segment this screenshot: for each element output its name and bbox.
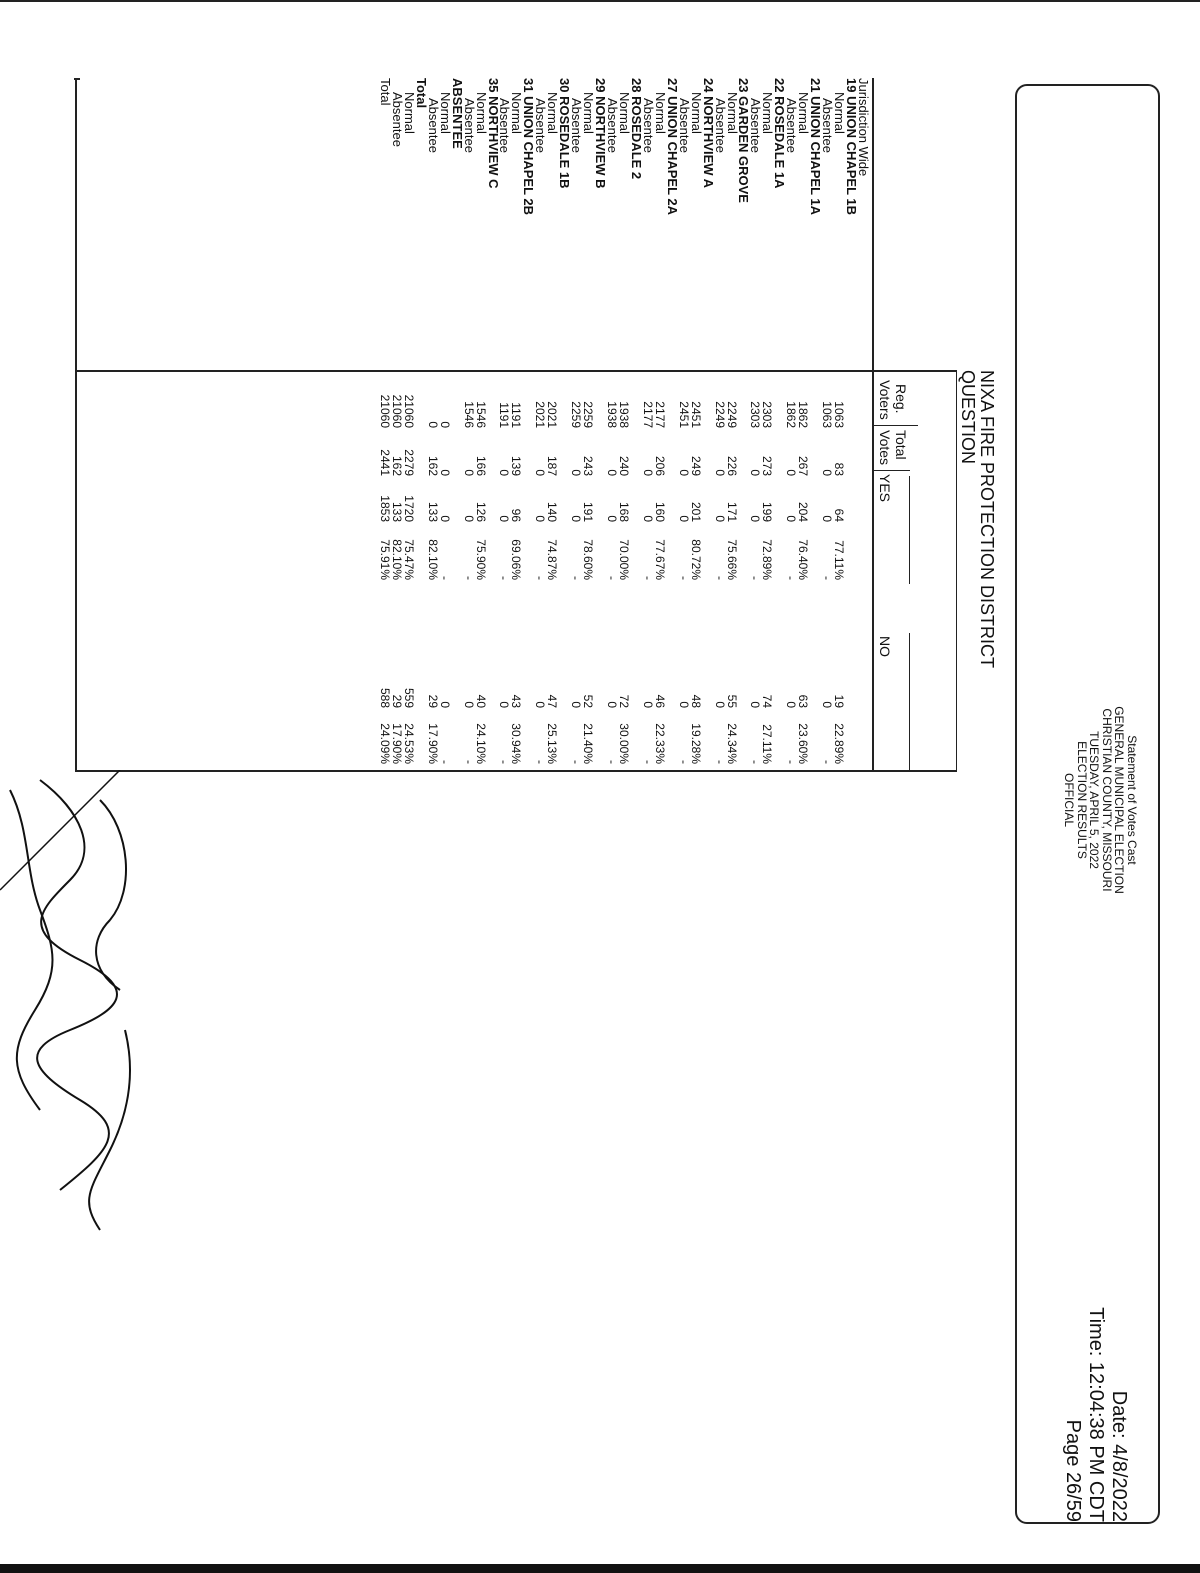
yes-votes-cell: 133 [389,501,404,522]
contest-title: NIXA FIRE PROTECTION DISTRICT [977,370,997,669]
reg-voters-cell: 2249 [712,401,727,428]
yes-votes-cell: 160 [652,501,667,522]
no-votes-cell: 0 [605,701,620,708]
yes-votes-cell: 0 [676,515,691,522]
yes-percent-cell: 75.91% [378,539,392,580]
no-percent-cell: 17.90% [389,723,404,764]
table-row [451,78,463,770]
yes-votes-cell: 0 [569,515,584,522]
no-votes-cell: 0 [820,701,835,708]
total-votes-cell: 83 [832,462,847,476]
reg-voters-cell: 1191 [497,402,512,428]
yes-votes-cell: 1720 [401,495,416,522]
row-label: Absentee [389,92,405,147]
reg-voters-cell: 1063 [832,401,847,428]
row-label: Absentee [748,98,764,153]
yes-percent-cell: - [820,576,835,580]
total-votes-cell: 0 [569,469,584,476]
no-percent-cell: 27.11% [760,724,775,764]
yes-votes-cell: 1853 [378,495,392,522]
no-percent-cell: 30.94% [509,723,524,764]
yes-votes-cell: 0 [437,515,452,522]
row-label: 24 NORTHVIEW A [700,78,716,189]
statement-line: GENERAL MUNICIPAL ELECTION [1112,706,1127,894]
yes-percent-cell: - [437,576,452,580]
table-row [533,78,549,770]
total-votes-cell: 0 [784,469,799,476]
row-label: Normal [509,92,525,134]
total-votes-cell: 139 [509,455,524,476]
yes-percent-cell: - [748,576,763,580]
no-percent-cell: - [569,760,584,764]
no-percent-cell: - [437,760,452,764]
total-votes-cell: 0 [712,469,727,476]
no-percent-cell: 24.09% [378,723,392,764]
table-row [690,78,702,770]
no-votes-cell: 72 [617,694,631,708]
table-row [379,78,391,770]
row-label: 35 NORTHVIEW C [485,78,501,189]
no-percent-cell: - [497,760,512,764]
row-label: Normal [545,92,561,134]
total-votes-cell: 162 [389,455,404,476]
row-label: 29 NORTHVIEW B [593,78,609,189]
column-divider-total [872,470,910,471]
row-label: 22 ROSEDALE 1A [772,78,788,189]
table-row [844,78,860,770]
statement-line: OFFICIAL [1062,772,1077,827]
no-votes-cell: 48 [688,694,703,708]
reg-voters-cell: 0 [437,421,452,428]
yes-percent-cell: - [533,576,548,580]
header-no: NO [877,636,893,657]
table-row [581,78,597,770]
yes-percent-cell: - [605,576,620,580]
scan-edge-bottom [0,1564,1200,1573]
yes-votes-cell: 168 [617,501,631,522]
table-row [772,78,788,770]
row-label: Absentee [676,98,692,153]
total-votes-cell: 0 [533,469,548,476]
header-total-votes-2: Votes [877,430,893,466]
table-row [750,78,762,770]
row-label: Jurisdiction Wide [856,78,871,177]
row-label: Normal [581,92,597,134]
table-row [726,78,738,770]
no-percent-cell: 24.34% [724,723,739,764]
total-votes-cell: 2441 [378,449,392,476]
row-label: 30 ROSEDALE 1B [557,78,573,189]
table-row [415,78,427,770]
no-votes-cell: 0 [437,701,452,708]
no-percent-cell: 21.40% [581,723,596,764]
row-label: 27 UNION CHAPEL 2A [664,78,680,216]
no-percent-cell: - [605,760,620,764]
yes-votes-cell: 199 [760,501,775,522]
no-votes-cell: 0 [640,701,655,708]
yes-percent-cell: - [784,576,799,580]
report-page-number: Page 26/59 [1062,1419,1084,1522]
reg-voters-cell: 21060 [378,394,392,428]
reg-voters-cell: 1191 [509,402,524,428]
no-votes-cell: 19 [832,694,847,708]
header-reg-voters-2: Voters [877,380,893,420]
header-reg-voters-1: Reg. [893,384,909,414]
row-label: Normal [796,92,812,134]
total-votes-cell: 166 [473,455,488,476]
reg-voters-cell: 1546 [473,401,488,428]
reg-voters-cell: 2249 [724,401,739,428]
table-row [702,78,714,770]
yes-percent-cell: 82.10% [425,539,440,580]
row-label: 28 ROSEDALE 2 [628,78,644,180]
total-votes-cell: 2279 [401,449,416,476]
row-label: Normal [652,92,668,134]
no-percent-cell: - [461,760,476,764]
yes-votes-cell: 96 [509,508,524,522]
total-votes-cell: 240 [617,455,631,476]
row-label: Absentee [461,98,477,153]
total-votes-cell: 187 [545,455,560,476]
row-label: Normal [617,92,632,134]
reg-voters-cell: 2303 [760,401,775,428]
yes-votes-cell: 0 [640,515,655,522]
no-percent-cell: - [676,760,691,764]
reg-voters-cell: 2451 [688,401,703,428]
row-label: Normal [473,92,489,134]
row-label: Absentee [712,98,728,153]
no-percent-cell: 24.10% [473,723,488,764]
reg-voters-cell: 2177 [652,401,667,428]
table-row [832,78,848,770]
table-row [642,78,654,770]
table-row [738,78,750,770]
no-votes-cell: 559 [401,687,416,708]
no-votes-cell: 46 [652,694,667,708]
yes-votes-cell: 0 [784,515,799,522]
row-label: Absentee [605,98,621,153]
table-row [666,78,678,770]
no-votes-cell: 29 [389,694,404,708]
table-row [557,78,573,770]
yes-percent-cell: - [676,576,691,580]
table-row [475,78,487,770]
yes-percent-cell: 77.67% [652,539,667,580]
yes-percent-cell: - [461,576,476,580]
no-percent-cell: - [640,760,655,764]
table-rule-top [956,370,957,772]
no-votes-cell: 0 [569,701,584,708]
table-row [439,78,451,770]
reg-voters-cell: 2259 [581,401,596,428]
yes-percent-cell: 76.40% [796,539,811,580]
yes-votes-cell: 0 [748,515,763,522]
row-label: Absentee [640,98,656,153]
header-total-votes-1: Total [893,430,909,460]
table-row [427,78,439,770]
yes-percent-cell: 69.06% [509,539,524,580]
no-votes-cell: 0 [748,701,763,708]
header-yes: YES [877,474,893,503]
column-divider-no [909,633,910,770]
yes-votes-cell: 0 [605,515,620,522]
yes-percent-cell: 74.87% [545,539,560,580]
yes-percent-cell: - [712,576,727,580]
row-label: Total [413,78,429,109]
total-votes-cell: 0 [497,469,512,476]
table-row [796,78,812,770]
no-percent-cell: 23.60% [796,723,811,764]
row-label: Absentee [569,98,585,153]
row-label: Normal [401,92,417,134]
reg-voters-cell: 21060 [401,394,416,428]
reg-voters-cell: 2021 [545,401,560,428]
no-percent-cell: 24.53% [401,723,416,764]
no-votes-cell: 63 [796,694,811,708]
contest-subtitle: QUESTION [958,370,978,465]
yes-votes-cell: 0 [820,515,835,522]
total-votes-cell: 243 [581,455,596,476]
table-row [511,78,523,770]
row-label: Normal [688,92,704,134]
no-votes-cell: 55 [724,694,739,708]
table-row [593,78,609,770]
yes-percent-cell: 75.90% [473,539,488,580]
reg-voters-cell: 2451 [676,401,691,428]
yes-votes-cell: 64 [832,508,847,522]
total-votes-cell: 273 [760,455,775,476]
reg-voters-cell: 2259 [569,401,584,428]
no-percent-cell: 30.00% [617,723,631,764]
yes-votes-cell: 0 [533,515,548,522]
yes-votes-cell: 201 [688,501,703,522]
row-label: Absentee [784,98,800,153]
report-time: Time: 12:04:38 PM CDT [1085,1307,1107,1522]
table-rule-base [75,78,77,772]
no-votes-cell: 52 [581,694,596,708]
row-label: Normal [724,92,740,134]
total-votes-cell: 206 [652,455,667,476]
total-votes-cell: 0 [676,469,691,476]
no-votes-cell: 588 [378,687,392,708]
row-label: Normal [832,92,848,134]
row-label: 21 UNION CHAPEL 1A [808,78,824,216]
reg-voters-cell: 2177 [640,401,655,428]
table-row [463,78,475,770]
total-votes-cell: 0 [437,469,452,476]
yes-percent-cell: 82.10% [389,539,404,580]
total-votes-cell: 249 [688,455,703,476]
reg-voters-cell: 0 [425,421,440,428]
table-row [521,78,537,770]
no-percent-cell: 19.28% [688,723,703,764]
yes-votes-cell: 0 [497,515,512,522]
table-row [654,78,666,770]
reg-voters-cell: 1862 [784,401,799,428]
reg-voters-cell: 1862 [796,401,811,428]
table-row [820,78,836,770]
table-row [618,78,630,770]
total-votes-cell: 0 [748,469,763,476]
total-votes-cell: 162 [425,455,440,476]
yes-percent-cell: 75.47% [401,539,416,580]
statement-line: CHRISTIAN COUNTY, MISSOURI [1099,708,1114,892]
yes-votes-cell: 191 [581,501,596,522]
yes-percent-cell: 78.60% [581,539,596,580]
row-label: Absentee [533,98,549,153]
total-votes-cell: 226 [724,455,739,476]
yes-votes-cell: 0 [461,515,476,522]
row-label: Absentee [820,98,836,153]
yes-votes-cell: 204 [796,501,811,522]
yes-percent-cell: - [497,576,512,580]
row-label: 23 GARDEN GROVE [736,78,752,203]
yes-votes-cell: 0 [712,515,727,522]
yes-percent-cell: - [569,576,584,580]
yes-votes-cell: 133 [425,501,440,522]
reg-voters-cell: 1546 [461,401,476,428]
no-percent-cell: - [533,760,548,764]
reg-voters-cell: 1938 [605,401,620,428]
yes-percent-cell: 80.72% [688,539,703,580]
row-label: Absentee [497,98,513,153]
no-percent-cell: 25.13% [545,723,560,764]
reg-voters-cell: 2021 [533,401,548,428]
total-votes-cell: 0 [605,469,620,476]
column-divider-yes [909,476,910,584]
yes-percent-cell: 72.89% [760,539,775,580]
row-label: Normal [760,92,776,134]
total-votes-cell: 0 [461,469,476,476]
no-votes-cell: 0 [533,701,548,708]
table-row [808,78,824,770]
statement-line: ELECTION RESULTS [1074,741,1089,859]
table-row [760,78,776,770]
total-votes-cell: 0 [640,469,655,476]
no-votes-cell: 0 [712,701,727,708]
no-percent-cell: 17.90% [425,723,440,764]
yes-percent-cell: - [640,576,655,580]
no-votes-cell: 43 [509,694,524,708]
report-date: Date: 4/8/2022 [1108,1390,1130,1522]
no-votes-cell: 0 [497,701,512,708]
row-label: Normal [437,92,453,134]
no-votes-cell: 29 [425,694,440,708]
no-votes-cell: 0 [676,701,691,708]
total-votes-cell: 267 [796,455,811,476]
no-votes-cell: 0 [461,701,476,708]
reg-voters-cell: 2303 [748,401,763,428]
statement-line: Statement of Votes Cast [1125,735,1139,865]
statement-line: TUESDAY, APRIL 5, 2022 [1087,731,1102,869]
official-signatures [0,770,140,1250]
table-row [630,78,642,770]
no-votes-cell: 47 [545,694,560,708]
statement-block [1062,620,1138,980]
yes-percent-cell: 77.11% [832,540,847,580]
total-votes-cell: 0 [820,469,835,476]
no-percent-cell: 22.89% [832,723,847,764]
row-label: Total [378,78,393,106]
table-row [545,78,561,770]
row-label: Absentee [425,98,441,153]
yes-percent-cell: 70.00% [617,539,631,580]
table-row [487,78,499,770]
no-votes-cell: 0 [784,701,799,708]
report-meta [1061,1270,1130,1522]
reg-voters-cell: 1063 [820,401,835,428]
table-row [403,78,415,770]
no-percent-cell: 22.33% [652,723,667,764]
yes-votes-cell: 171 [724,501,739,522]
no-votes-cell: 40 [473,694,488,708]
table-row [391,78,403,770]
row-label: 31 UNION CHAPEL 2B [521,78,537,216]
table-rule-right [77,770,957,772]
yes-votes-cell: 140 [545,501,560,522]
yes-votes-cell: 126 [473,501,488,522]
no-percent-cell: - [712,760,727,764]
table-row [784,78,800,770]
row-label: ABSENTEE [449,78,465,149]
no-percent-cell: - [748,760,763,764]
row-label: 19 UNION CHAPEL 1B [844,78,860,216]
no-percent-cell: - [820,760,835,764]
no-votes-cell: 74 [760,694,775,708]
no-percent-cell: - [784,760,799,764]
column-divider-reg [872,425,918,426]
reg-voters-cell: 21060 [389,394,404,428]
yes-percent-cell: 75.66% [724,539,739,580]
reg-voters-cell: 1938 [617,401,631,428]
table-row [569,78,585,770]
